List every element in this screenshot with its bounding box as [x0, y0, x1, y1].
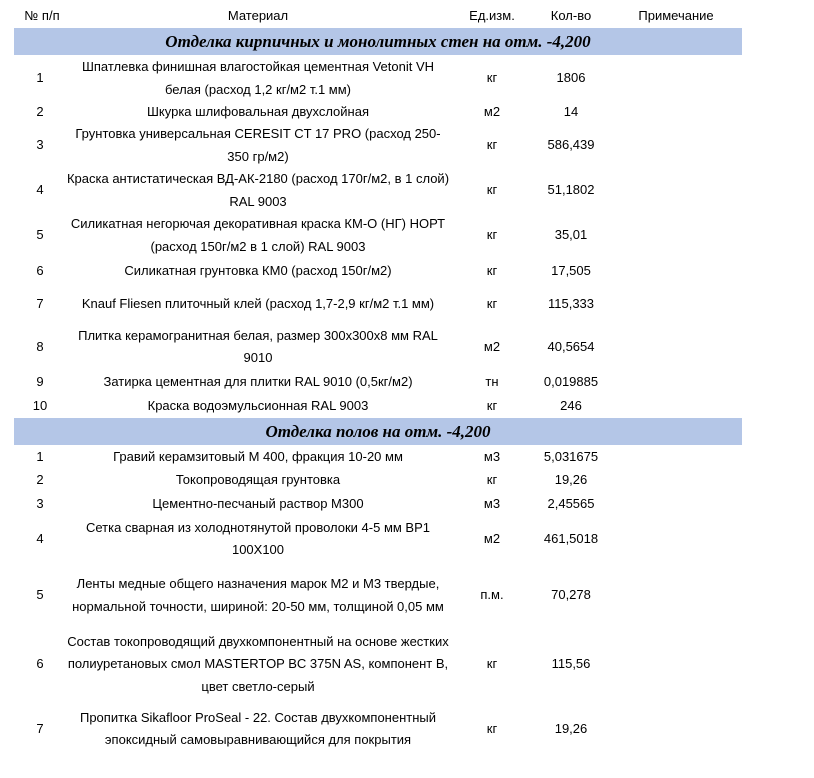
header-qty: Кол-во — [550, 8, 592, 23]
table-row — [0, 394, 814, 418]
table-row — [0, 516, 814, 562]
row-material: Шпатлевка финишная влагостойкая цементная Vetonit VH белая (расход 1,2 кг/м2 т.1 мм) — [81, 59, 435, 97]
row-qty: 19,26 — [554, 472, 588, 488]
row-unit: кг — [486, 262, 498, 278]
row-unit: м2 — [483, 338, 501, 354]
row-num: 6 — [36, 656, 44, 672]
row-note — [622, 700, 730, 758]
row-num: 3 — [36, 495, 44, 511]
row-material: Краска антистатическая ВД-АК-2180 (расход 170г/м2, в 1 слой) RAL 9003 — [66, 171, 450, 209]
row-note — [622, 516, 730, 562]
table-row — [0, 168, 814, 213]
row-unit: м2 — [483, 530, 501, 546]
row-unit: м3 — [483, 495, 501, 511]
row-unit: м3 — [483, 449, 501, 465]
row-num: 4 — [36, 182, 44, 198]
row-num: 10 — [32, 397, 48, 413]
row-qty: 70,278 — [551, 587, 591, 603]
row-note — [622, 324, 730, 370]
row-unit: кг — [486, 227, 498, 243]
row-material: Knauf Fliesen плиточный клей (расход 1,7-2,9 кг/м2 т.1 мм) — [81, 295, 435, 311]
header-unit: Ед.изм. — [469, 8, 515, 23]
table-row — [0, 492, 814, 516]
table-row — [0, 213, 814, 258]
row-note — [622, 168, 730, 213]
row-num: 5 — [36, 587, 44, 603]
row-unit: кг — [486, 397, 498, 413]
row-note — [622, 101, 730, 123]
row-num: 2 — [36, 472, 44, 488]
row-qty: 51,1802 — [547, 182, 595, 198]
table-row — [0, 629, 814, 700]
section-title-floors: Отделка полов на отм. -4,200 — [14, 418, 742, 445]
floors-rows — [0, 446, 814, 758]
table-row — [0, 101, 814, 123]
row-material: Пропитка Sikafloor ProSeal - 22. Состав двухкомпонентный эпоксидный самовыравнивающийся для покрытия — [79, 709, 437, 747]
row-num: 1 — [36, 449, 44, 465]
row-material: Грунтовка универсальная CERESIT CT 17 PRO (расход 250-350 гр/м2) — [75, 126, 441, 164]
table-row — [0, 562, 814, 629]
table-row — [0, 700, 814, 758]
row-note — [622, 284, 730, 324]
row-qty: 35,01 — [554, 227, 588, 243]
table-row — [0, 446, 814, 469]
row-qty: 40,5654 — [547, 338, 595, 354]
row-qty: 17,505 — [551, 262, 591, 278]
row-note — [622, 446, 730, 469]
header-note: Примечание — [638, 8, 714, 23]
header-num: № п/п — [24, 8, 60, 23]
row-qty: 19,26 — [554, 720, 588, 736]
row-qty: 115,56 — [551, 656, 591, 672]
row-qty: 2,45565 — [547, 495, 595, 511]
row-qty: 246 — [560, 397, 582, 413]
row-note — [622, 562, 730, 629]
row-material: Состав токопроводящий двухкомпонентный на основе жестких полиуретановых смол MASTERTOP BC 375N AS, компонент B, цвет светло-серый — [67, 633, 449, 694]
row-unit: кг — [486, 137, 498, 153]
row-note — [622, 213, 730, 258]
row-material: Цементно-песчаный раствор М300 — [152, 495, 364, 511]
row-num: 4 — [36, 530, 44, 546]
row-qty: 461,5018 — [543, 530, 599, 546]
table-row — [0, 469, 814, 492]
row-qty: 0,019885 — [543, 373, 599, 389]
row-num: 7 — [36, 295, 44, 311]
row-qty: 5,031675 — [543, 449, 599, 465]
row-material: Силикатная негорючая декоративная краска КМ-О (НГ) НОРТ (расход 150г/м2 в 1 слой) RAL 9003 — [70, 216, 446, 254]
row-material: Краска водоэмульсионная RAL 9003 — [147, 397, 369, 413]
row-num: 5 — [36, 227, 44, 243]
row-unit: кг — [486, 70, 498, 86]
row-num: 7 — [36, 720, 44, 736]
row-qty: 14 — [563, 103, 579, 119]
row-note — [622, 629, 730, 700]
row-material: Токопроводящая грунтовка — [175, 472, 341, 488]
row-num: 2 — [36, 103, 44, 119]
row-note — [622, 258, 730, 284]
row-material: Шкурка шлифовальная двухслойная — [147, 103, 369, 119]
row-unit: кг — [486, 656, 498, 672]
row-num: 3 — [36, 137, 44, 153]
row-note — [622, 394, 730, 418]
table-row — [0, 258, 814, 284]
row-num: 8 — [36, 338, 44, 354]
row-note — [622, 492, 730, 516]
row-unit: м2 — [483, 103, 501, 119]
row-unit: кг — [486, 182, 498, 198]
row-num: 6 — [36, 262, 44, 278]
row-material: Плитка керамогранитная белая, размер 300х300х8 мм RAL 9010 — [78, 327, 438, 365]
walls-rows — [0, 56, 814, 418]
row-qty: 586,439 — [547, 137, 595, 153]
row-unit: кг — [486, 472, 498, 488]
row-note — [622, 370, 730, 394]
row-unit: кг — [486, 720, 498, 736]
table-row — [0, 370, 814, 394]
row-note — [622, 469, 730, 492]
row-note — [622, 123, 730, 168]
table-row — [0, 324, 814, 370]
row-num: 1 — [36, 70, 44, 86]
row-material: Гравий керамзитовый М 400, фракция 10-20 мм — [113, 449, 403, 465]
row-material: Затирка цементная для плитки RAL 9010 (0,5кг/м2) — [103, 373, 413, 389]
row-unit: кг — [486, 295, 498, 311]
table-row — [0, 123, 814, 168]
row-material: Сетка сварная из холоднотянутой проволоки 4-5 мм ВР1 100Х100 — [85, 519, 431, 557]
row-qty: 1806 — [556, 70, 586, 86]
section-title-walls: Отделка кирпичных и монолитных стен на отм. -4,200 — [14, 28, 742, 55]
header-material: Материал — [227, 8, 289, 23]
row-note — [622, 56, 730, 101]
row-material: Силикатная грунтовка КМ0 (расход 150г/м2) — [124, 262, 392, 278]
table-row — [0, 284, 814, 324]
row-unit: п.м. — [480, 587, 504, 603]
row-material: Ленты медные общего назначения марок М2 и М3 твердые, нормальной точности, шириной: 20-50 мм, толщиной 0,05 мм — [72, 576, 444, 614]
table-header — [0, 0, 814, 30]
row-unit: тн — [485, 373, 499, 389]
row-num: 9 — [36, 373, 44, 389]
table-row — [0, 56, 814, 101]
row-qty: 115,333 — [547, 295, 595, 311]
